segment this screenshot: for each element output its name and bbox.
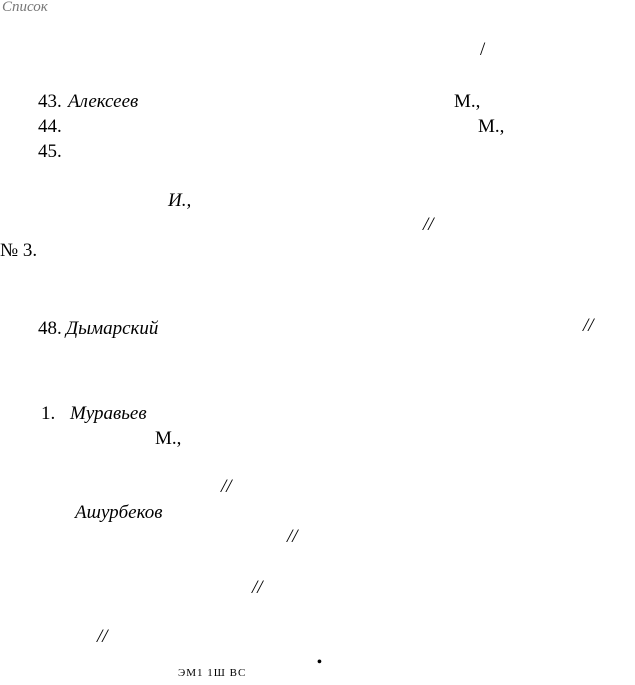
double-slash-mark: //	[221, 476, 232, 497]
scan-artifact-mark: •	[317, 655, 322, 670]
double-slash-mark: //	[423, 214, 434, 235]
double-slash-mark: //	[97, 626, 108, 647]
item-1-author: Муравьев	[70, 403, 147, 424]
list-heading: Список	[2, 0, 48, 15]
double-slash-mark: //	[252, 577, 263, 598]
item-48-author: Дымарский	[66, 318, 159, 339]
item-1-number: 1.	[41, 403, 56, 424]
double-slash-mark: //	[287, 526, 298, 547]
author-ashurbekov: Ашурбеков	[75, 502, 163, 523]
item-43-place: М.,	[454, 91, 481, 112]
slash-mark: /	[480, 39, 486, 60]
item-44-place: М.,	[478, 116, 505, 137]
double-slash-mark: //	[583, 315, 594, 336]
item-43-number: 43.	[38, 91, 62, 112]
item-48-number: 48.	[38, 318, 62, 339]
scan-artifact-text: ЭМ1 1Ш ВС	[178, 667, 247, 679]
item-1-place: М.,	[155, 428, 182, 449]
item-44-number: 44.	[38, 116, 62, 137]
issue-number: № 3.	[0, 240, 38, 261]
item-43-author: Алексеев	[68, 91, 139, 112]
item-45-number: 45.	[38, 141, 62, 162]
initial-text: И.,	[168, 190, 192, 211]
